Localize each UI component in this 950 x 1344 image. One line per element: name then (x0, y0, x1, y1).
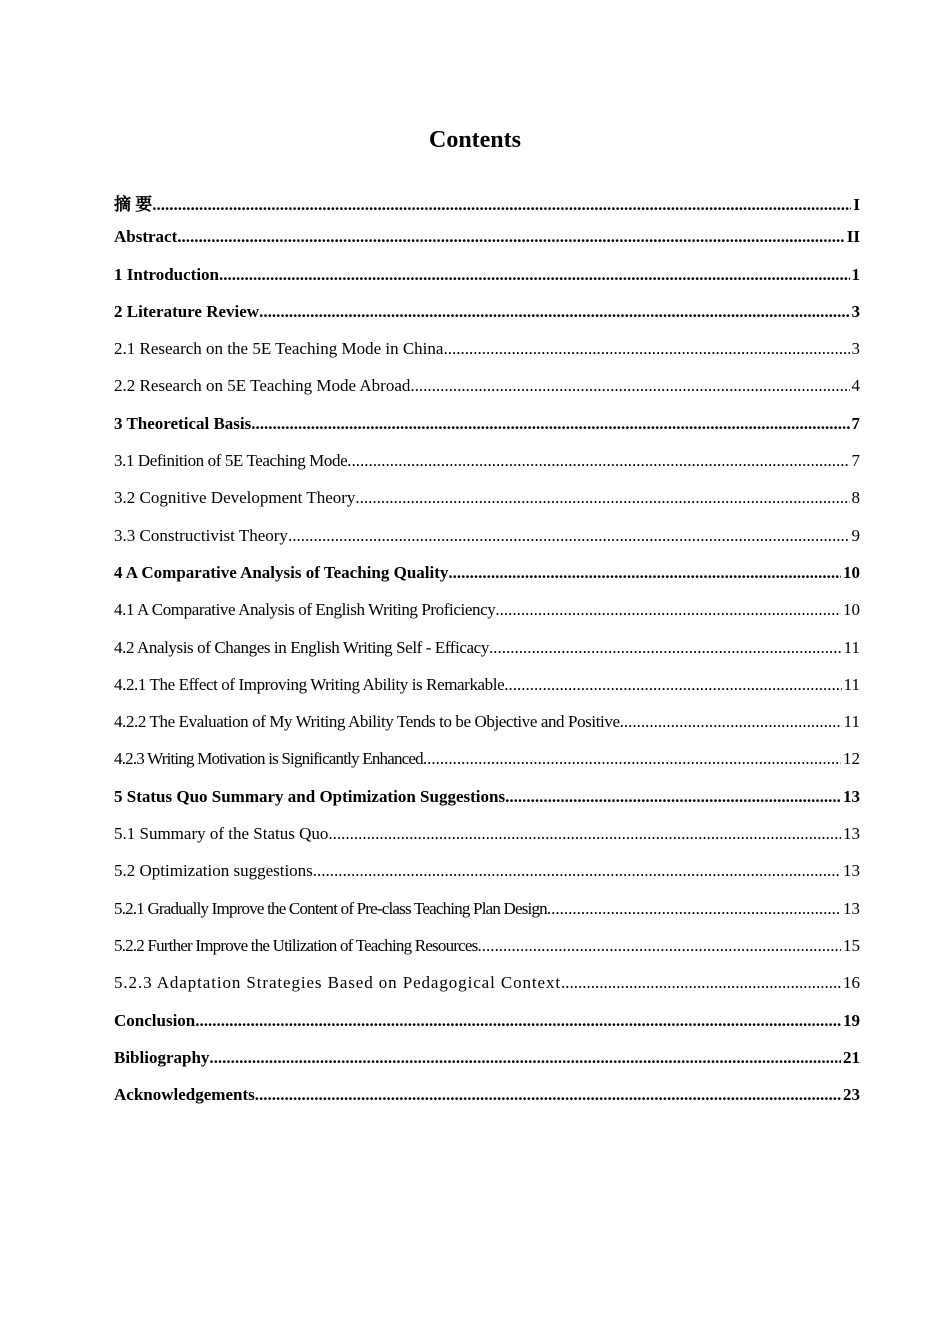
toc-page-number: 4 (851, 376, 860, 396)
toc-entry[interactable] (114, 339, 860, 376)
toc-page-number: 13 (843, 786, 860, 806)
toc-entry-label: Bibliography (114, 1047, 210, 1067)
toc-leader-dots (355, 488, 849, 508)
toc-entry-label: 5.2.1 Gradually Improve the Content of Pre-class Teaching Plan Design (114, 898, 547, 918)
toc-leader-dots (423, 749, 841, 769)
toc-leader-dots (443, 339, 849, 359)
toc-page-number: 15 (843, 935, 860, 955)
toc-entry[interactable] (114, 749, 860, 786)
toc-leader-dots (547, 899, 841, 919)
page-title: Contents (428, 127, 521, 153)
toc-leader-dots (504, 675, 841, 695)
toc-leader-dots (328, 824, 841, 844)
toc-entry[interactable] (114, 451, 860, 488)
toc-entry[interactable] (114, 787, 860, 824)
toc-entry[interactable] (114, 899, 860, 936)
toc-entry-label: 3.3 Constructivist Theory (114, 525, 288, 545)
toc-page-number: 9 (851, 525, 860, 545)
toc-entry-label: 3 Theoretical Basis (114, 413, 252, 433)
toc-leader-dots (505, 787, 841, 807)
toc-entry-label: Acknowledgements (114, 1085, 255, 1105)
toc-leader-dots (255, 1085, 841, 1105)
toc-entry[interactable] (114, 563, 860, 600)
toc-entry-label: 5 Status Quo Summary and Optimization Suggestions (114, 786, 506, 806)
toc-page-number: 3 (851, 339, 860, 359)
toc-entry[interactable] (114, 973, 860, 1010)
toc-entry-label: 摘 要 (114, 195, 153, 214)
toc-leader-dots (495, 600, 841, 620)
toc-leader-dots (195, 1011, 841, 1031)
toc-entry[interactable] (114, 1085, 860, 1122)
toc-entry-label: 5.2.2 Further Improve the Utilization of Teaching Resources (114, 935, 478, 955)
toc-entry-label: 4.2 Analysis of Changes in English Writing Self - Efficacy (114, 637, 489, 657)
toc-entry[interactable] (114, 861, 860, 898)
toc-entry-label: 2.1 Research on the 5E Teaching Mode in China (114, 339, 444, 359)
toc-entry-label: 2.2 Research on 5E Teaching Mode Abroad (114, 376, 411, 396)
toc-page-number: II (846, 227, 860, 247)
toc-entry-label: 4.2.1 The Effect of Improving Writing Ability is Remarkable (114, 674, 505, 694)
toc-leader-dots (152, 195, 851, 215)
toc-leader-dots (288, 526, 850, 546)
toc-entry[interactable] (114, 1048, 860, 1085)
toc-entry[interactable] (114, 376, 860, 413)
toc-page-number: 13 (843, 861, 860, 881)
toc-leader-dots (561, 973, 841, 993)
toc-leader-dots (259, 302, 849, 322)
toc-page-number: 16 (843, 973, 860, 993)
toc-entry[interactable] (114, 638, 860, 675)
toc-page-number: 8 (851, 488, 860, 508)
toc-page-number: 11 (843, 712, 860, 732)
toc-leader-dots (448, 563, 841, 583)
table-of-contents (114, 190, 860, 1122)
toc-entry-label: 3.1 Definition of 5E Teaching Mode (114, 451, 348, 471)
toc-page-number: 12 (843, 749, 860, 769)
toc-entry-label: 5.2.3 Adaptation Strategies Based on Pedagogical Context (114, 973, 561, 993)
toc-page-number: I (853, 195, 860, 214)
toc-entry-label: 2 Literature Review (114, 301, 260, 321)
toc-leader-dots (347, 451, 849, 471)
toc-entry[interactable] (114, 1011, 860, 1048)
toc-entry-label: 4 A Comparative Analysis of Teaching Quality (114, 562, 449, 582)
toc-entry-label: 5.2 Optimization suggestions (114, 861, 313, 881)
toc-page-number: 11 (843, 637, 860, 657)
toc-entry[interactable] (114, 190, 860, 227)
toc-entry[interactable] (114, 675, 860, 712)
toc-entry-label: 1 Introduction (114, 264, 220, 284)
toc-entry-label: 4.2.3 Writing Motivation is Significantly Enhanced (114, 749, 423, 769)
toc-entry[interactable] (114, 824, 860, 861)
toc-leader-dots (313, 861, 841, 881)
toc-page-number: 7 (851, 451, 860, 471)
toc-entry-label: 4.2.2 The Evaluation of My Writing Ability Tends to be Objective and Positive (114, 712, 620, 732)
toc-entry[interactable] (114, 414, 860, 451)
toc-entry[interactable] (114, 302, 860, 339)
toc-leader-dots (177, 227, 845, 247)
toc-page-number: 11 (843, 674, 860, 694)
toc-page-number: 23 (843, 1085, 860, 1105)
toc-page-number: 10 (843, 600, 860, 620)
toc-entry[interactable] (114, 265, 860, 302)
toc-leader-dots (209, 1048, 841, 1068)
toc-entry-label: 5.1 Summary of the Status Quo (114, 824, 329, 844)
toc-leader-dots (489, 638, 842, 658)
toc-page-number: 7 (851, 413, 860, 433)
toc-entry[interactable] (114, 227, 860, 264)
toc-entry[interactable] (114, 488, 860, 525)
toc-page-number: 21 (843, 1047, 860, 1067)
toc-page-number: 3 (851, 301, 860, 321)
toc-entry-label: Conclusion (114, 1010, 196, 1030)
toc-entry[interactable] (114, 600, 860, 637)
toc-entry-label: 3.2 Cognitive Development Theory (114, 488, 356, 508)
toc-page-number: 19 (843, 1010, 860, 1030)
toc-page-number: 1 (851, 264, 860, 284)
toc-leader-dots (477, 936, 841, 956)
toc-page-number: 10 (843, 562, 860, 582)
toc-entry[interactable] (114, 526, 860, 563)
toc-leader-dots (620, 712, 842, 732)
toc-entry[interactable] (114, 936, 860, 973)
toc-leader-dots (251, 414, 849, 434)
toc-page-number: 13 (843, 824, 860, 844)
toc-entry-label: Abstract (114, 227, 178, 247)
toc-entry[interactable] (114, 712, 860, 749)
toc-leader-dots (219, 265, 849, 285)
toc-leader-dots (410, 376, 849, 396)
toc-page-number: 13 (843, 898, 860, 918)
toc-entry-label: 4.1 A Comparative Analysis of English Writing Proficiency (114, 600, 496, 620)
